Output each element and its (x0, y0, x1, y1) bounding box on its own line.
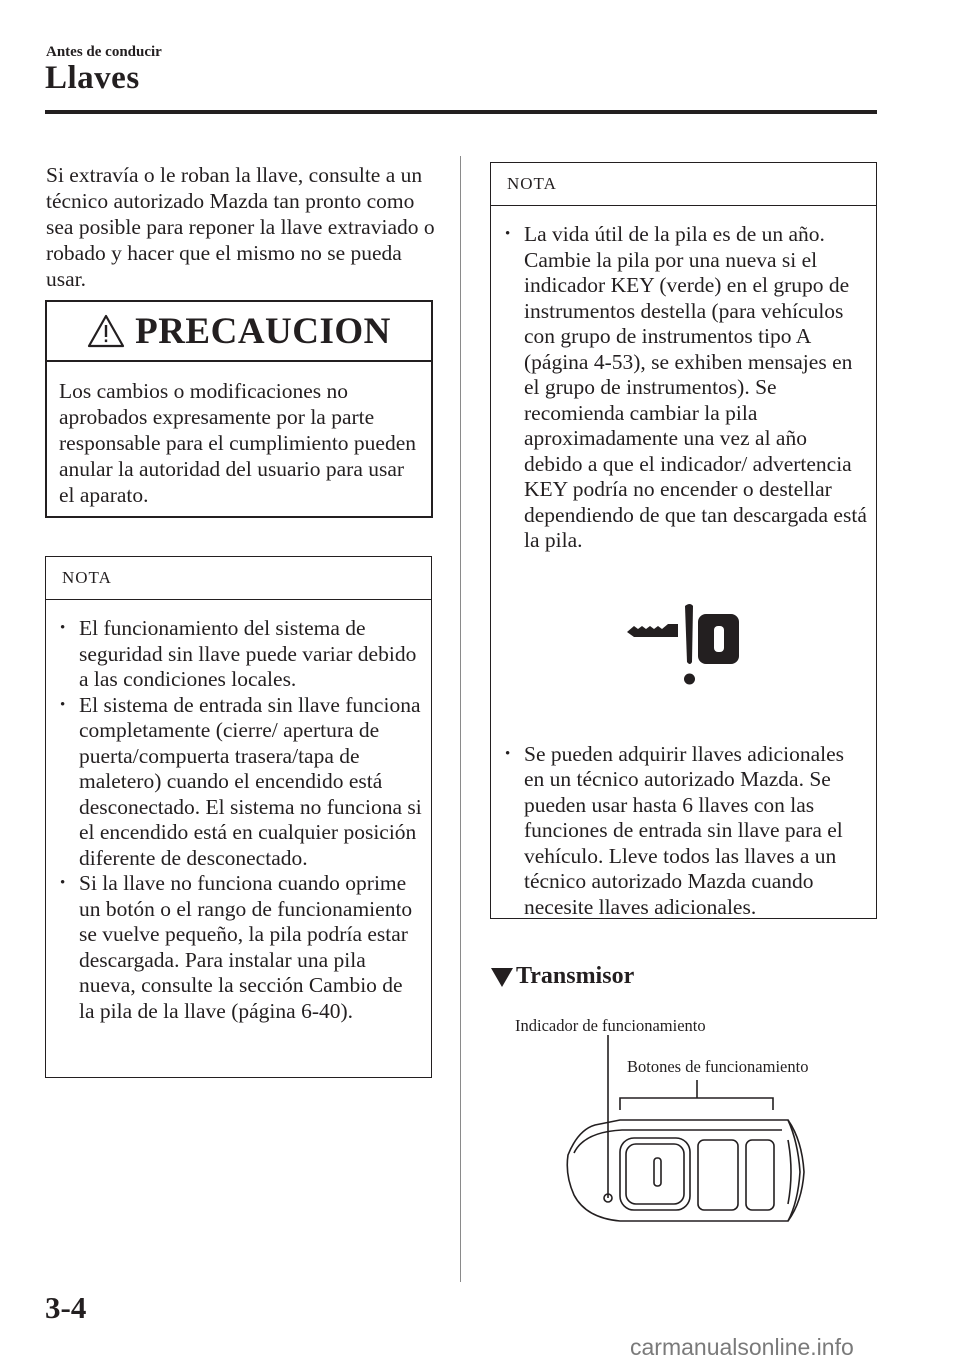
triangle-marker-icon (491, 968, 513, 987)
key-warning-indicator-icon (622, 600, 742, 690)
transmisor-heading (491, 963, 634, 990)
note-box-left (45, 556, 432, 1078)
note-list (491, 206, 876, 920)
caution-box (45, 300, 433, 518)
key-fob-illustration (560, 1030, 810, 1230)
note-list (46, 600, 431, 1024)
note-item: • El funcionamiento del sistema de seguridad sin llave puede variar debido a las condiciones locales. (60, 616, 423, 693)
note-item: • La vida útil de la pila es de un año. Cambie la pila por una nueva si el indicador KEY (verde) en el grupo de instrumentos destella (para vehículos con grupo de instrumentos tipo A (página 4-53), se exhiben mensajes en el grupo de instrumentos). Se recomienda cambiar la pila aproximadamente una vez al año debido a que el indicador/ advertencia KEY podría no encender o destellar dependiendo de que tan descargada está la pila. (505, 222, 868, 554)
watermark: carmanualsonline.info (630, 1334, 854, 1360)
note-title: NOTA (46, 557, 431, 600)
page-number: 3-4 (45, 1290, 87, 1325)
page-title: Llaves (45, 60, 140, 96)
label-buttons: Botones de funcionamiento (627, 1057, 809, 1076)
caution-title: PRECAUCION (135, 310, 391, 352)
note-item: • Si la llave no funciona cuando oprime un botón o el rango de funcionamiento se vuelve pequeño, la pila podría estar descargada. Para instalar una pila nueva, consulte la sección Cambio de la pila de la llave (página 6-40). (60, 871, 423, 1024)
label-indicator: Indicador de funcionamiento (515, 1016, 706, 1035)
note-item: • Se pueden adquirir llaves adicionales en un técnico autorizado Mazda. Se pueden usar hasta 6 llaves con las funciones de entrada sin llave para el vehículo. Lleve todos las llaves a un técnico autorizado Mazda cuando necesite llaves adicionales. (505, 742, 868, 921)
transmisor-title: Transmisor (516, 963, 635, 989)
section-label: Antes de conducir (46, 44, 162, 60)
caution-header (47, 302, 431, 362)
note-title: NOTA (491, 163, 876, 206)
intro-paragraph: Si extravía o le roban la llave, consulte a un técnico autorizado Mazda tan pronto como sea posible para reponer la llave extraviado o robado y hacer que el mismo no se pueda usar. (46, 163, 435, 291)
column-divider (460, 156, 461, 1282)
note-item: • El sistema de entrada sin llave funciona completamente (cierre/ apertura de puerta/compuerta trasera/tapa de maletero) cuando el encendido está desconectado. El sistema no funciona si el encendido está en cualquier posición diferente de desconectado. (60, 693, 423, 872)
note-box-right (490, 162, 877, 919)
caution-body: Los cambios o modificaciones no aprobados expresamente por la parte responsable para el cumplimiento pueden anular la autoridad del usuario para usar el aparato. (59, 379, 417, 507)
warning-triangle-icon (87, 314, 125, 348)
header-rule (45, 110, 877, 114)
